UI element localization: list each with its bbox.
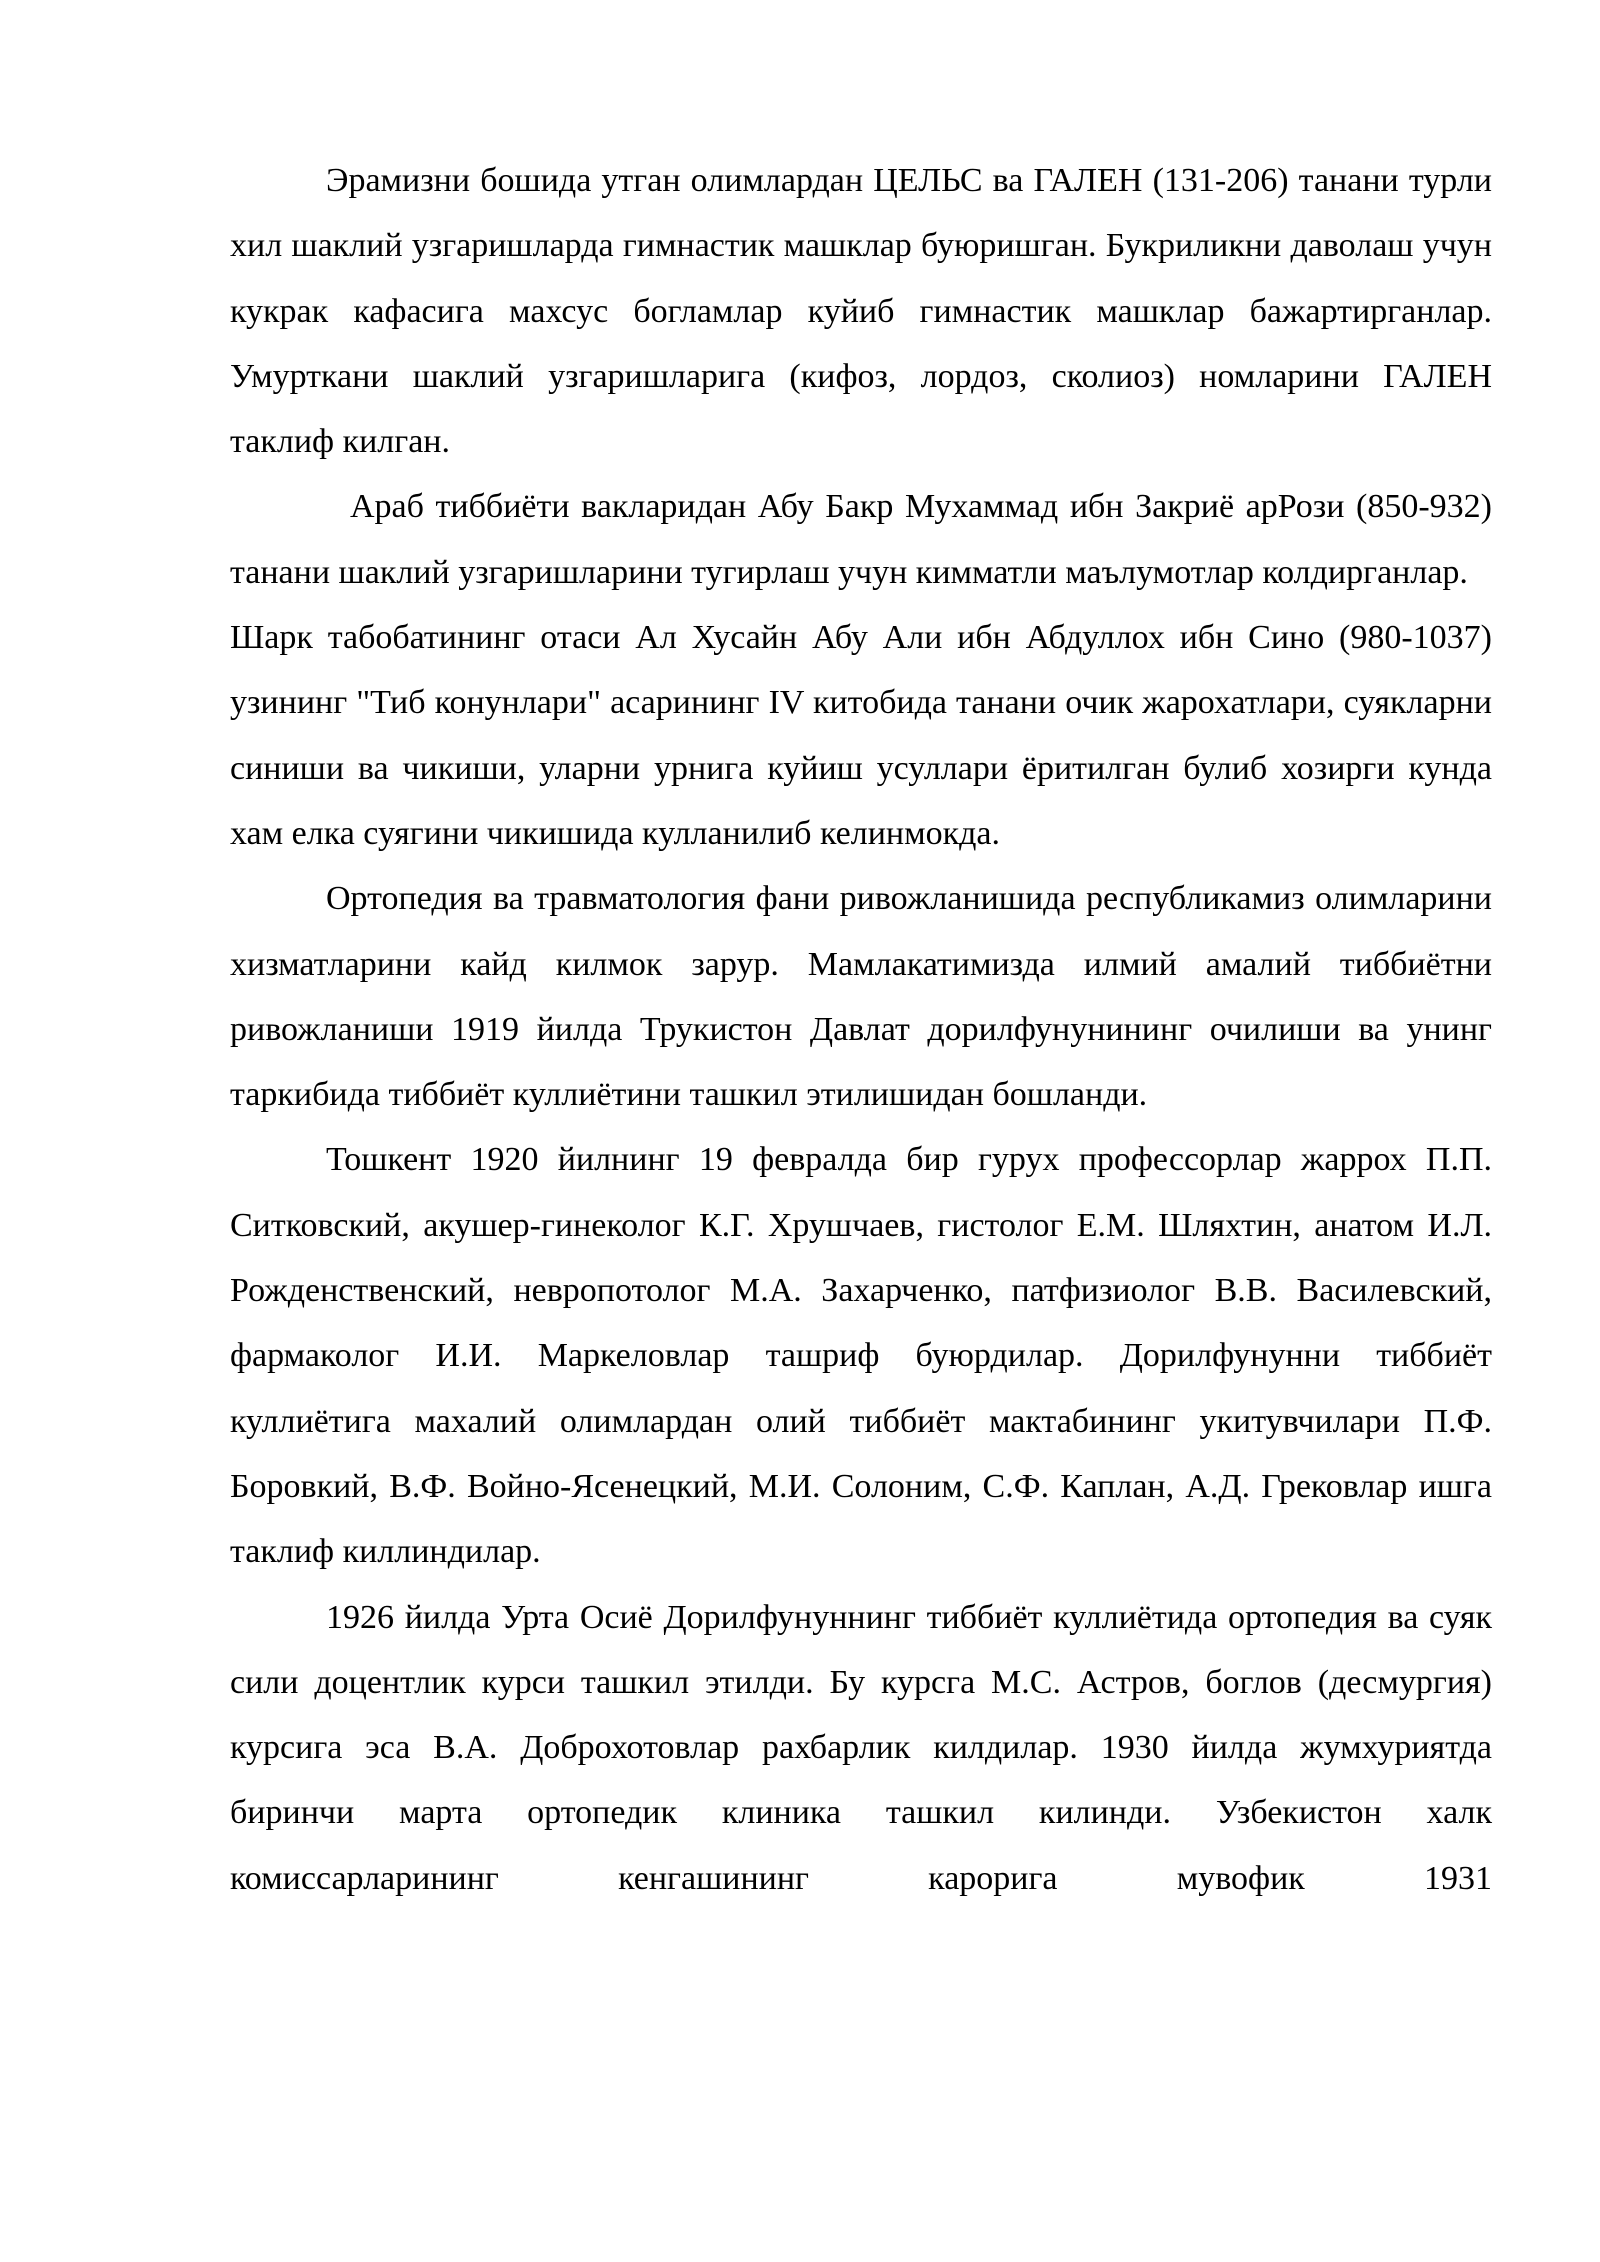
document-body bbox=[230, 148, 1492, 1911]
paragraph-orthopedics-development: Ортопедия ва травматология фани ривожланишида республикамиз олимларини хизматларини кайд килмок зарур. Мамлакатимизда илмий амалий тиббиётни ривожланиши 1919 йилда Трукистон Давлат дорилфунунининг очилиши ва унинг таркибида тиббиёт куллиётини ташкил этилишидан бошланди. bbox=[230, 880, 1492, 1114]
paragraph-arab-medicine: Араб тиббиёти вакларидан Абу Бакр Мухаммад ибн Закриё арРози (850-932) танани шаклий узгаришларини тугирлаш учун кимматли маълумотлар колдирганлар. bbox=[230, 488, 1492, 591]
paragraph-tashkent-1920: Тошкент 1920 йилнинг 19 февралда бир гурух профессорлар жаррох П.П. Ситковский, акушер-гинеколог К.Г. Хрушчаев, гистолог Е.М. Шляхтин, анатом И.Л. Рожденственский, невропотолог М.А. Захарченко, патфизиолог В.В. Василевский, фармаколог И.И. Маркеловлар ташриф буюрдилар. Дорилфунунни тиббиёт куллиётига махалий олимлардан олий тиббиёт мактабининг укитувчилари П.Ф. Боровкий, В.Ф. Войно-Ясенецкий, М.И. Солоним, С.Ф. Каплан, А.Д. Грековлар ишга таклиф киллиндилар. bbox=[230, 1141, 1492, 1571]
paragraph-ibn-sino: Шарк табобатининг отаси Ал Хусайн Абу Али ибн Абдуллох ибн Сино (980-1037) узининг "Тиб конунлари" асарининг IV китобида танани очик жарохатлари, суякларни синиши ва чикиши, уларни урнига куйиш усуллари ёритилган булиб хозирги кунда хам елка суягини чикишида кулланилиб келинмокда. bbox=[230, 619, 1492, 852]
paragraph-gymnastics-history: Эрамизни бошида утган олимлардан ЦЕЛЬС ва ГАЛЕН (131-206) танани турли хил шаклий узгаришларда гимнастик машклар буюришган. Букриликни даволаш учун кукрак кафасига махсус богламлар куйиб гимнастик машклар бажартирганлар. Умурткани шаклий узгаришларига (кифоз, лордоз, сколиоз) номларини ГАЛЕН таклиф килган. bbox=[230, 162, 1492, 461]
paragraph-1926-course: 1926 йилда Урта Осиё Дорилфунуннинг тиббиёт куллиётида ортопедия ва суяк сили доцентлик курси ташкил этилди. Бу курсга М.С. Астров, боглов (десмургия) курсига эса В.А. Доброхотовлар рахбарлик килдилар. 1930 йилда жумхуриятда биринчи марта ортопедик клиника ташкил килинди. Узбекистон халк комиссарларининг кенгашининг карорига мувофик 1931 bbox=[230, 1598, 1492, 1897]
